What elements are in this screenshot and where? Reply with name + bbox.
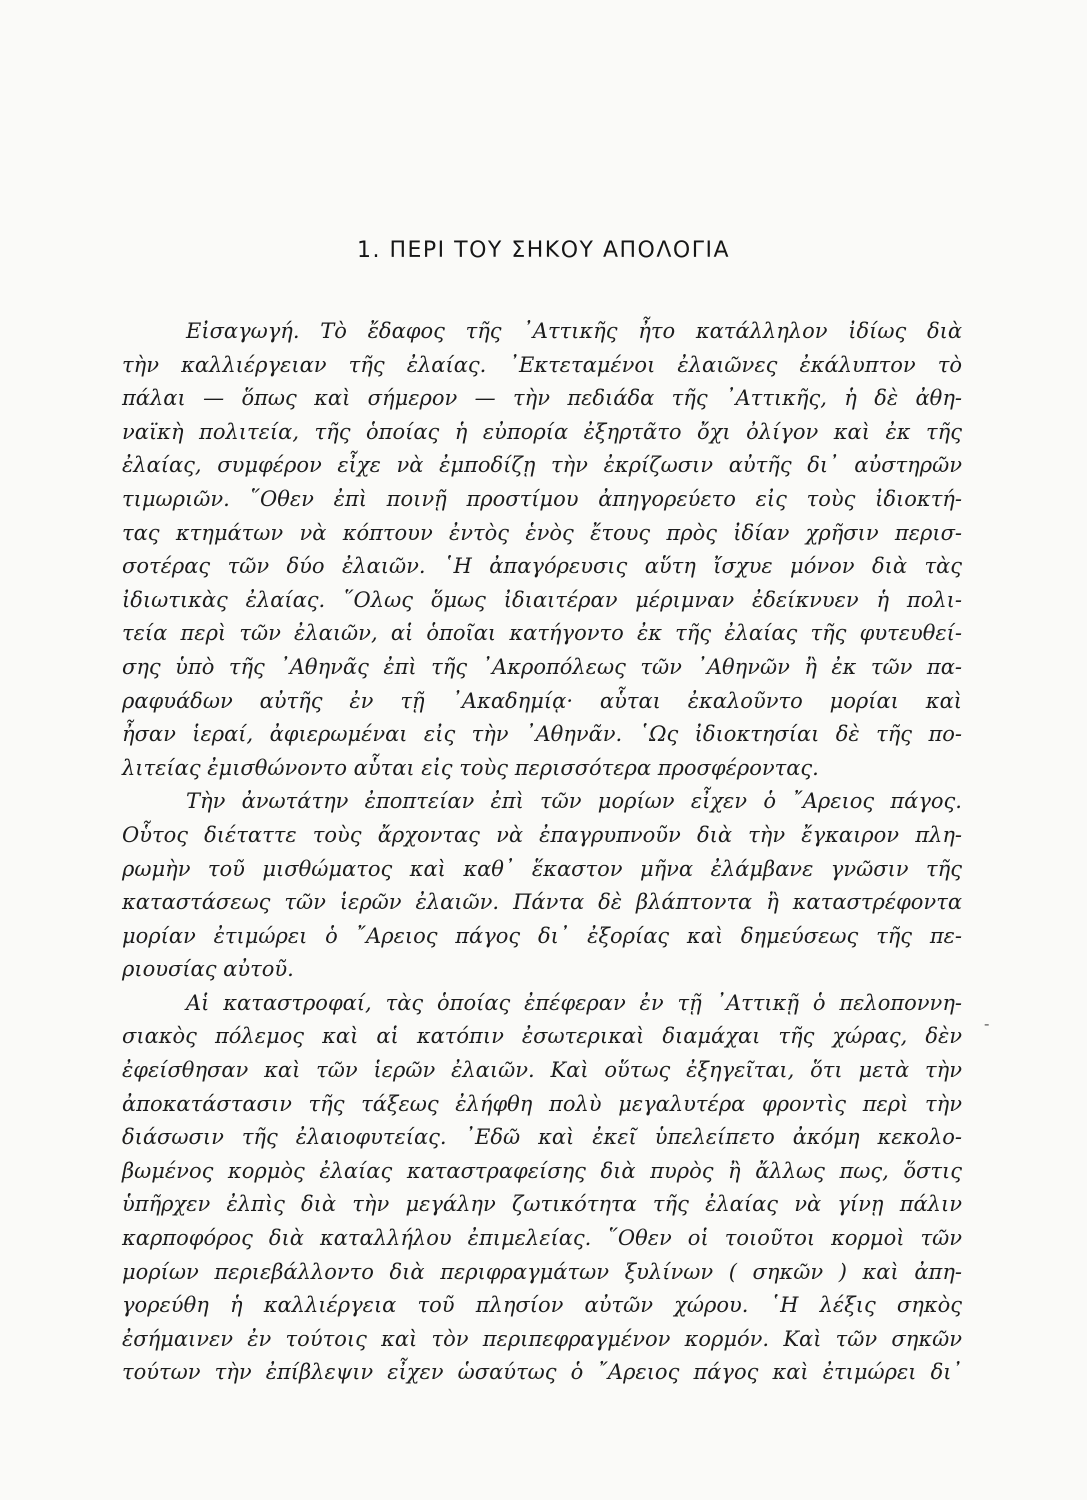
text-line: πάλαι — ὅπως καὶ σήμερον — τὴν πεδιάδα τῆς ᾿Αττικῆς, ἡ δὲ ἀθη- xyxy=(122,386,962,411)
text-line: σης ὑπὸ τῆς ᾿Αθηνᾶς ἐπὶ τῆς ᾿Ακροπόλεως τῶν ᾿Αθηνῶν ἢ ἐκ τῶν πα- xyxy=(122,654,962,679)
text-line: ὑπῆρχεν ἐλπὶς διὰ τὴν μεγάλην ζωτικότητα τῆς ἐλαίας νὰ γίνῃ πάλιν xyxy=(122,1192,962,1217)
text-line: τὴν καλλιέργειαν τῆς ἐλαίας. ᾿Εκτεταμένοι ἐλαιῶνες ἐκάλυπτον τὸ xyxy=(122,352,962,377)
paragraph-areopagus xyxy=(122,785,962,987)
text-line: ἀποκατάστασιν τῆς τάξεως ἐλήφθη πολὺ μεγαλυτέρα φροντὶς περὶ τὴν xyxy=(122,1091,962,1116)
text-line: μορίων περιεβάλλοντο διὰ περιφραγμάτων ξυλίνων ( σηκῶν ) καὶ ἀπη- xyxy=(122,1259,962,1284)
text-line: τούτων τὴν ἐπίβλεψιν εἶχεν ὡσαύτως ὁ ῎Αρειος πάγος καὶ ἐτιμώρει δι᾿ xyxy=(122,1360,962,1385)
text-line: ἐφείσθησαν καὶ τῶν ἱερῶν ἐλαιῶν. Καὶ οὕτως ἐξηγεῖται, ὅτι μετὰ τὴν xyxy=(122,1058,962,1083)
text-line: μορίαν ἐτιμώρει ὁ ῎Αρειος πάγος δι᾿ ἐξορίας καὶ δημεύσεως τῆς πε- xyxy=(122,923,962,948)
paragraph-introduction xyxy=(122,315,962,785)
margin-mark: - xyxy=(984,1014,990,1033)
text-line: σιακὸς πόλεμος καὶ αἱ κατόπιν ἐσωτερικαὶ διαμάχαι τῆς χώρας, δὲν xyxy=(122,1024,962,1049)
text-line: τας κτημάτων νὰ κόπτουν ἐντὸς ἑνὸς ἔτους πρὸς ἰδίαν χρῆσιν περισ- xyxy=(122,520,962,545)
text-line: διάσωσιν τῆς ἐλαιοφυτείας. ᾿Εδῶ καὶ ἐκεῖ ὑπελείπετο ἀκόμη κεκολο- xyxy=(122,1125,962,1150)
text-line: βωμένος κορμὸς ἐλαίας καταστραφείσης διὰ πυρὸς ἢ ἄλλως πως, ὅστις xyxy=(122,1158,962,1183)
text-line: Εἰσαγωγή. Τὸ ἔδαφος τῆς ᾿Αττικῆς ἦτο κατάλληλον ἰδίως διὰ xyxy=(186,319,962,343)
paragraph-destruction xyxy=(122,987,962,1390)
text-line: τιμωριῶν. ῞Οθεν ἐπὶ ποινῇ προστίμου ἀπηγορεύετο εἰς τοὺς ἰδιοκτή- xyxy=(122,486,962,511)
text-line: ἐλαίας, συμφέρον εἶχε νὰ ἐμποδίζῃ τὴν ἐκρίζωσιν αὐτῆς δι᾿ αὐστηρῶν xyxy=(122,453,962,478)
body-text xyxy=(122,315,962,1390)
text-line: Τὴν ἀνωτάτην ἐποπτείαν ἐπὶ τῶν μορίων εἶχεν ὁ ῎Αρειος πάγος. xyxy=(186,789,962,814)
text-line: ναϊκὴ πολιτεία, τῆς ὁποίας ἡ εὐπορία ἐξηρτᾶτο ὄχι ὀλίγον καὶ ἐκ τῆς xyxy=(122,419,962,444)
text-line: ἦσαν ἱεραί, ἀφιερωμέναι εἰς τὴν ᾿Αθηνᾶν. ῾Ως ἰδιοκτησίαι δὲ τῆς πο- xyxy=(122,722,962,747)
text-line: ρωμὴν τοῦ μισθώματος καὶ καθ᾿ ἕκαστον μῆνα ἐλάμβανε γνῶσιν τῆς xyxy=(122,856,962,881)
text-line: Οὗτος διέταττε τοὺς ἄρχοντας νὰ ἐπαγρυπνοῦν διὰ τὴν ἔγκαιρον πλη- xyxy=(122,822,962,847)
text-line: ραφυάδων αὐτῆς ἐν τῇ ᾿Ακαδημίᾳ· αὗται ἐκαλοῦντο μορίαι καὶ xyxy=(122,688,962,713)
text-line: καρποφόρος διὰ καταλλήλου ἐπιμελείας. ῞Οθεν οἱ τοιοῦτοι κορμοὶ τῶν xyxy=(122,1226,962,1251)
text-line: λιτείας ἐμισθώνοντο αὗται εἰς τοὺς περισσότερα προσφέροντας. xyxy=(122,755,819,780)
chapter-heading: 1. ΠΕΡΙ ΤΟΥ ΣΗΚΟΥ ΑΠΟΛΟΓΙΑ xyxy=(356,238,731,263)
text-line: καταστάσεως τῶν ἱερῶν ἐλαιῶν. Πάντα δὲ βλάπτοντα ἢ καταστρέφοντα xyxy=(122,890,962,915)
text-line: τεία περὶ τῶν ἐλαιῶν, αἱ ὁποῖαι κατήγοντο ἐκ τῆς ἐλαίας τῆς φυτευθεί- xyxy=(122,621,962,646)
text-line: ριουσίας αὐτοῦ. xyxy=(122,957,294,982)
text-line: ἐσήμαινεν ἐν τούτοις καὶ τὸν περιπεφραγμένον κορμόν. Καὶ τῶν σηκῶν xyxy=(122,1326,962,1351)
text-line: γορεύθη ἡ καλλιέργεια τοῦ πλησίον αὐτῶν χώρου. ῾Η λέξις σηκὸς xyxy=(122,1293,962,1318)
text-line: ἰδιωτικὰς ἐλαίας. ῞Ολως ὅμως ἰδιαιτέραν μέριμναν ἐδείκνυεν ἡ πολι- xyxy=(122,587,962,612)
text-line: σοτέρας τῶν δύο ἐλαιῶν. ῾Η ἀπαγόρευσις αὕτη ἴσχυε μόνον διὰ τὰς xyxy=(122,554,962,579)
text-line: Αἱ καταστροφαί, τὰς ὁποίας ἐπέφεραν ἐν τῇ ᾿Αττικῇ ὁ πελοποννη- xyxy=(186,990,962,1015)
